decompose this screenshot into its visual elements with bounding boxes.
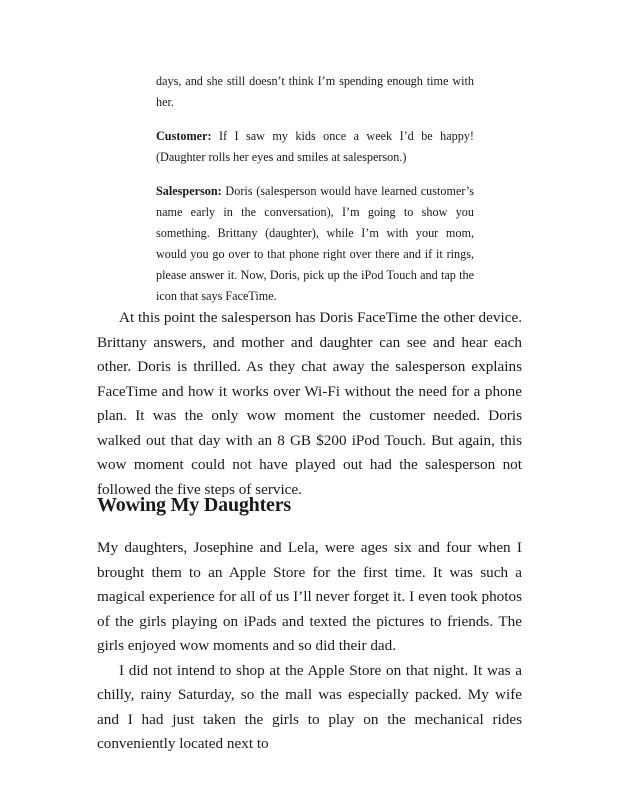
dialogue-customer-line: [156, 126, 474, 168]
speaker-customer: Customer:: [156, 129, 212, 143]
speaker-salesperson: Salesperson:: [156, 184, 222, 198]
dialogue-continued-text: days, and she still doesn’t think I’m spending enough time with her.: [156, 74, 474, 109]
body-block-1: [97, 306, 522, 502]
body-paragraph-1: At this point the salesperson has Doris FaceTime the other device. Brittany answers, and mother and daughter can see and hear each other. Doris is thrilled. As they chat away the salesperson explains FaceTime and how it works over Wi-Fi without the need for a phone plan. It was the only wow moment the customer needed. Doris walked out that day with an 8 GB $200 iPod Touch. But again, this wow moment could not have played out had the salesperson not followed the five steps of service.: [97, 309, 522, 498]
body-paragraph-2: My daughters, Josephine and Lela, were ages six and four when I brought them to an Apple Store for the first time. It was such a magical experience for all of us I’ll never forget it. I even took photos of the girls playing on iPads and texted the pictures to friends. The girls enjoyed wow moments and so did their dad.: [97, 539, 522, 654]
salesperson-line-text: Doris (salesperson would have learned customer’s name early in the conversation), I’m going to show you something. Brittany (daughter), while I’m with your mom, would you go over to that phone right over there and if it rings, please answer it. Now, Doris, pick up the iPod Touch and tap the icon that says FaceTime.: [156, 184, 474, 303]
customer-line-text: If I saw my kids once a week I’d be happy! (Daughter rolls her eyes and smiles at salesperson.): [156, 129, 474, 164]
dialogue-block: [156, 71, 474, 307]
body-block-2: [97, 536, 522, 757]
dialogue-salesperson-line: [156, 181, 474, 307]
body-paragraph-3: I did not intend to shop at the Apple Store on that night. It was a chilly, rainy Saturday, so the mall was especially packed. My wife and I had just taken the girls to play on the mechanical rides conveniently located next to: [97, 661, 522, 752]
section-heading: Wowing My Daughters: [97, 494, 291, 516]
